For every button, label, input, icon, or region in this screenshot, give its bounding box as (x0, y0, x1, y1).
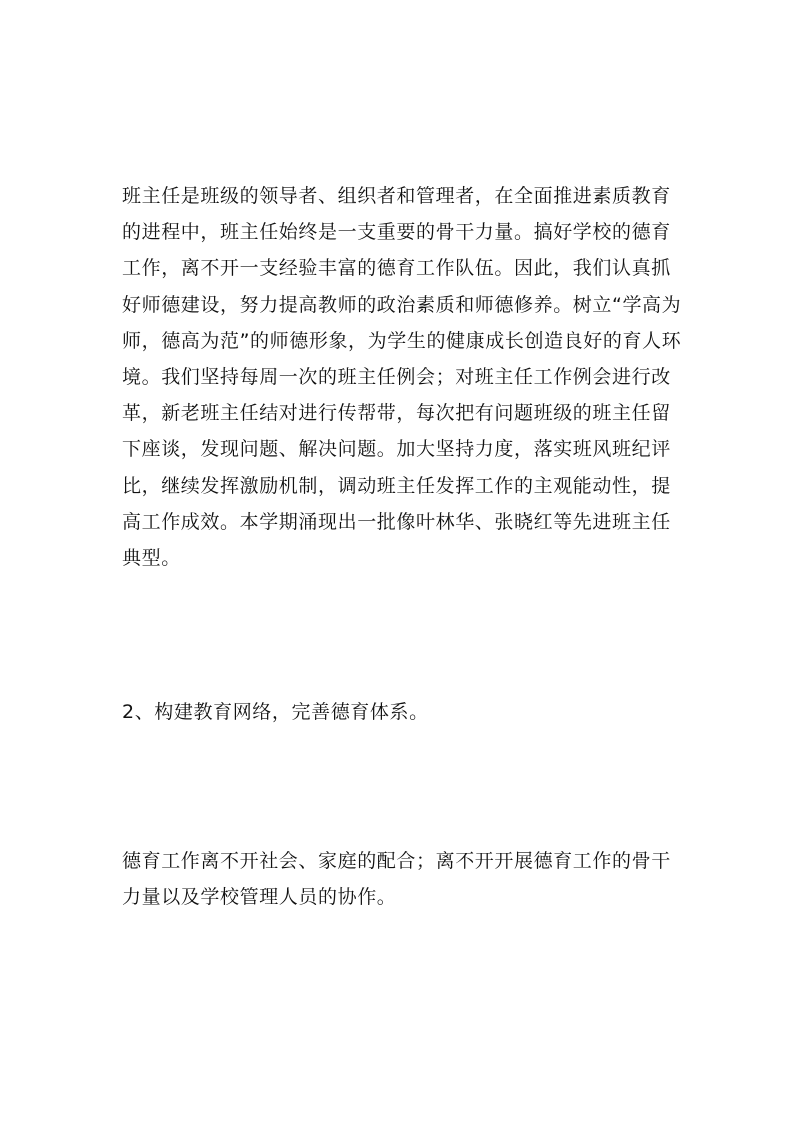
body-paragraph-class-teacher: 班主任是班级的领导者、组织者和管理者，在全面推进素质教育的进程中，班主任始终是一支重要的骨干力量。搞好学校的德育工作，离不开一支经验丰富的德育工作队伍。因此，我们认真抓好师德建设，努力提高教师的政治素质和师德修养。树立“学高为师，德高为范”的师德形象，为学生的健康成长创造良好的育人环境。我们坚持每周一次的班主任例会；对班主任工作例会进行改革，新老班主任结对进行传帮带，每次把有问题班级的班主任留下座谈，发现问题、解决问题。加大坚持力度，落实班风班纪评比，继续发挥激励机制，调动班主任发挥工作的主观能动性，提高工作成效。本学期涌现出一批像叶林华、张晓红等先进班主任典型。 (122, 185, 682, 570)
body-paragraph-cooperation: 德育工作离不开社会、家庭的配合；离不开开展德育工作的骨干力量以及学校管理人员的协作。 (122, 850, 671, 909)
section-heading-education-network: 2、构建教育网络，完善德育体系。 (122, 701, 429, 723)
